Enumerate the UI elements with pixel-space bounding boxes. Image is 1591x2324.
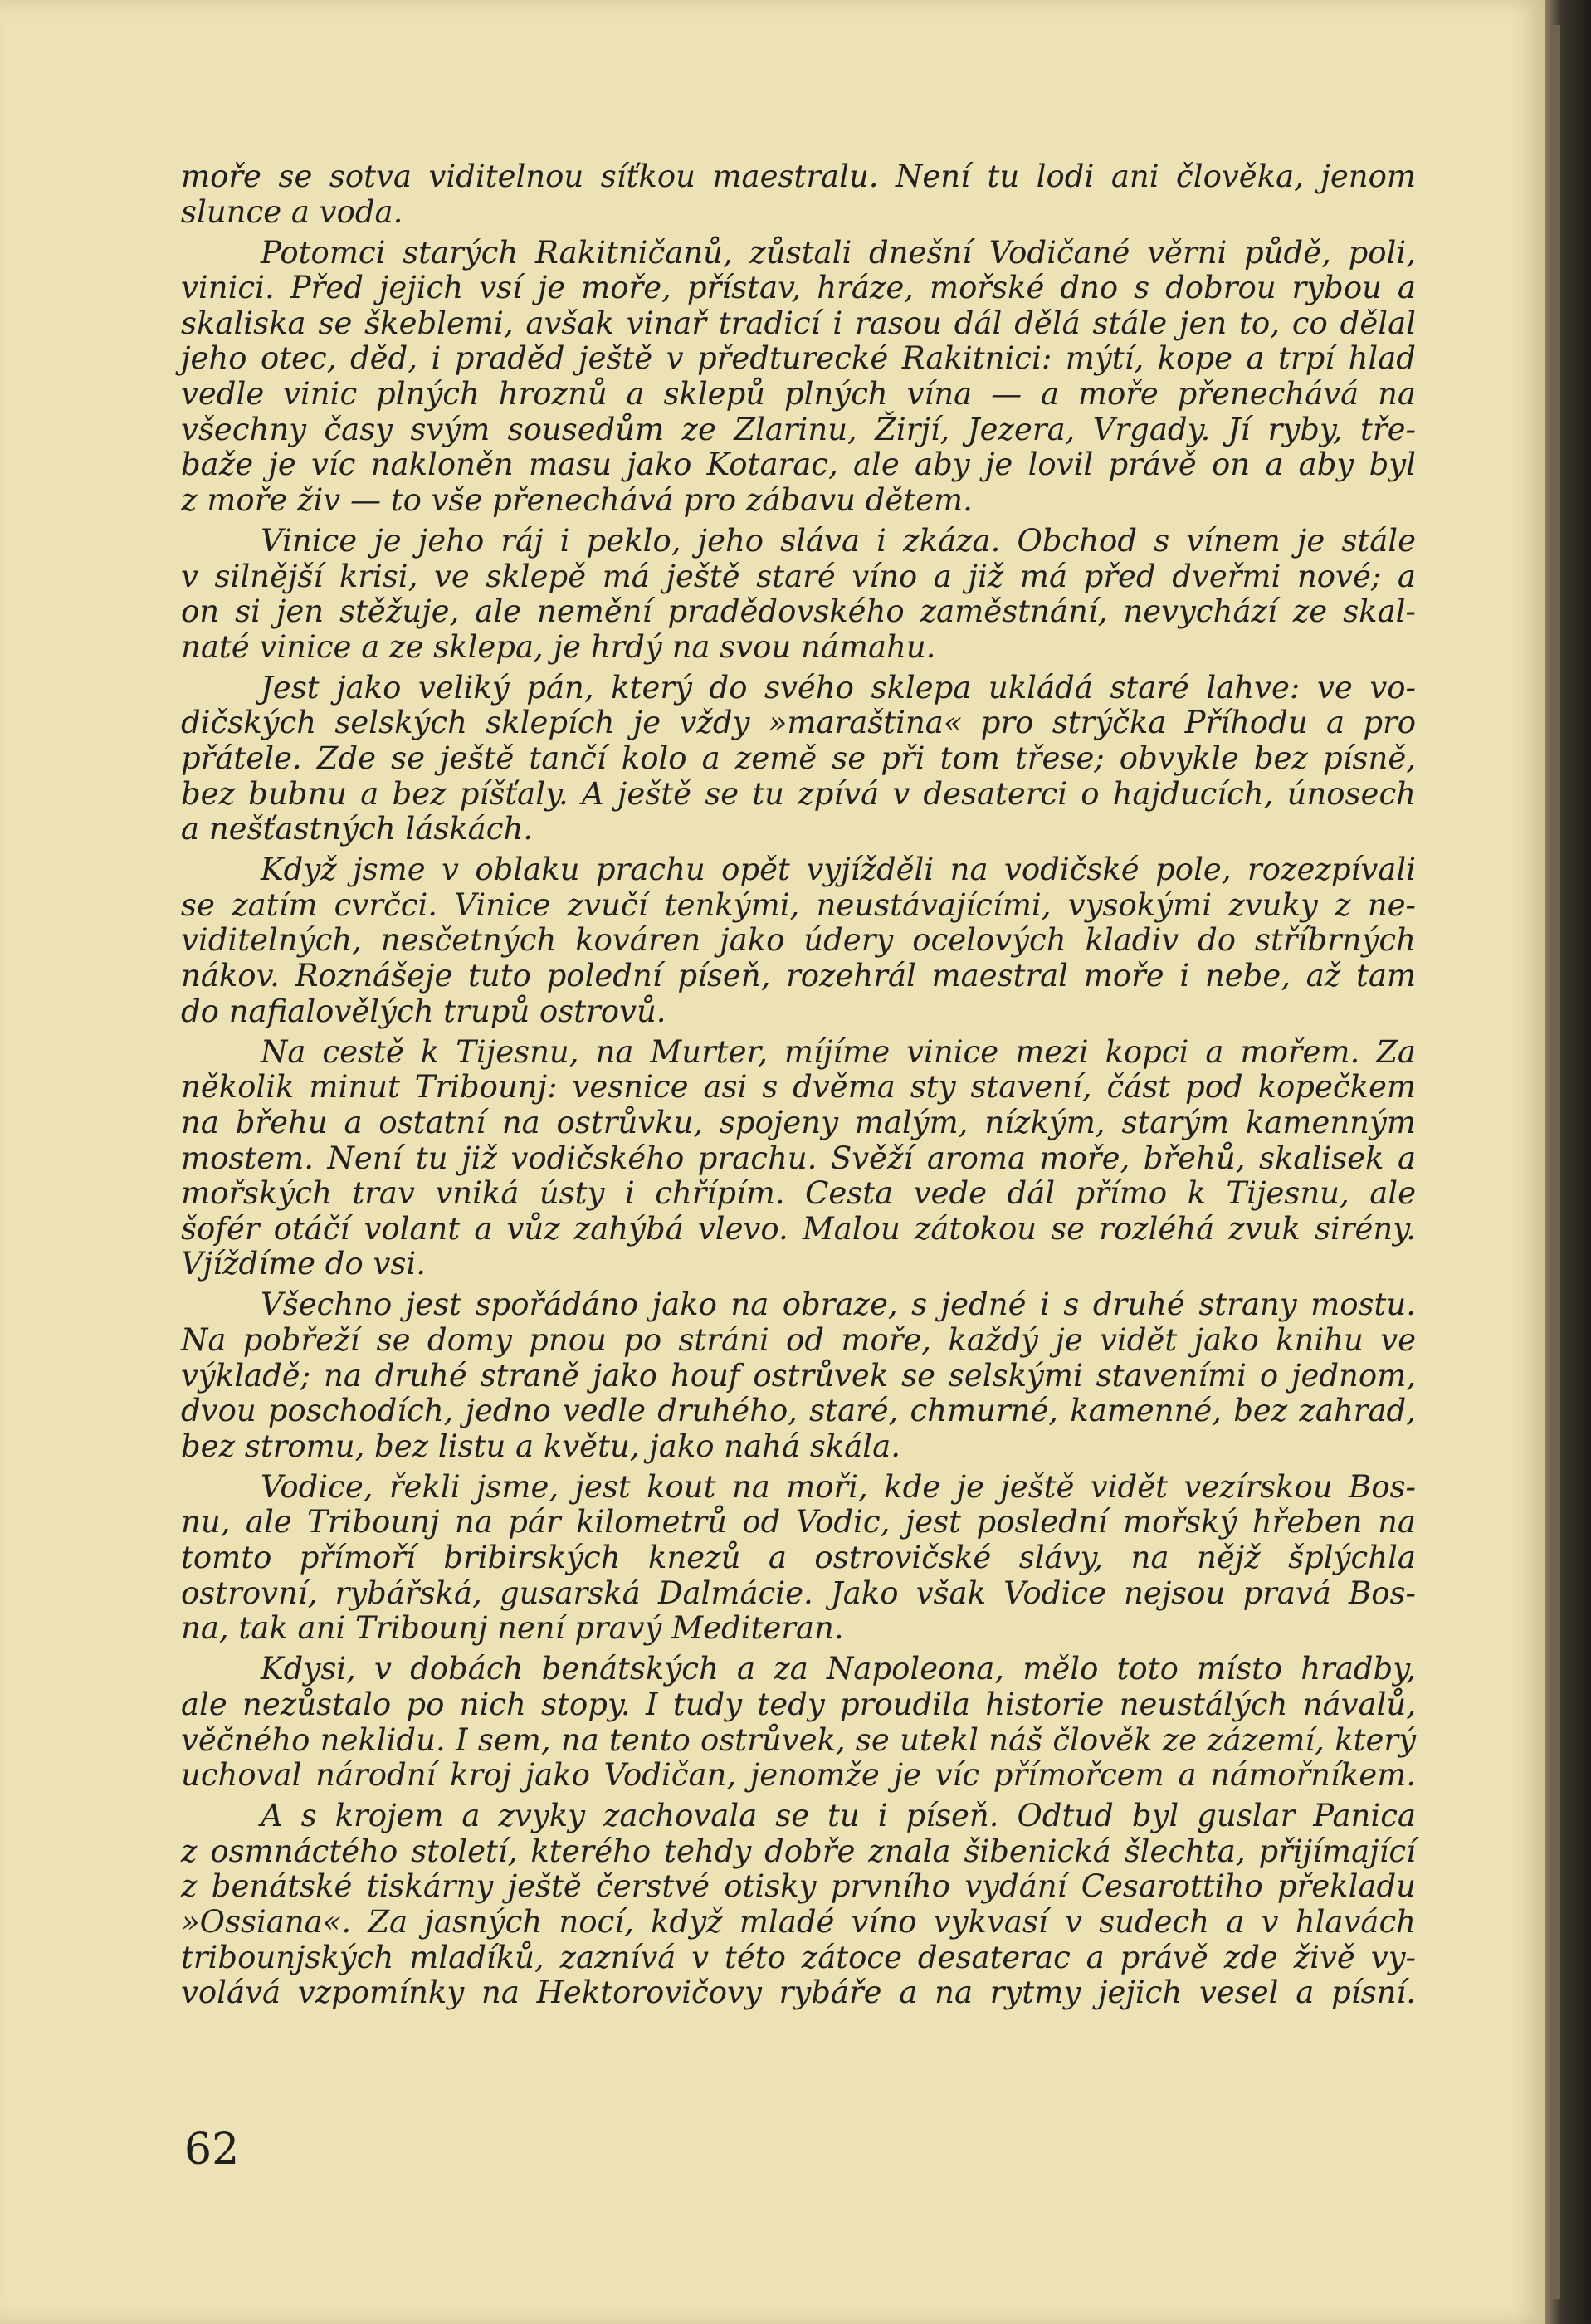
text-line: věčného neklidu. I sem, na tento ostrůvek, se utekl náš člověk ze zázemí, který [181,1721,1416,1758]
paragraph-7 [181,1287,1416,1464]
paragraph-9 [181,1652,1416,1793]
paragraph-4 [181,671,1416,847]
text-line: bez stromu, bez listu a květu, jako nahá skála. [181,1428,900,1464]
paragraph-3 [181,524,1416,665]
text-line: z osmnáctého století, kterého tehdy dobře znala šibenická šlechta, přijímající [181,1833,1416,1869]
text-line: Vodice, řekli jsme, jest kout na moři, kde je ještě vidět vezírskou Bos- [261,1468,1416,1505]
body-text [181,159,1416,2016]
text-line: slunce a voda. [181,193,403,230]
text-line: tomto přímoří bribirských knezů a ostrovičské slávy, na nějž šplýchla [181,1540,1416,1576]
text-line: z moře živ — to vše přenechává pro zábavu dětem. [181,481,973,518]
page-number: 62 [184,2125,240,2175]
text-line: přátele. Zde se ještě tančí kolo a země se při tom třese; obvykle bez písně, [181,740,1416,776]
text-line: mostem. Není tu již vodičského prachu. Svěží aroma moře, břehů, skalisek a [181,1140,1416,1176]
text-line: Na cestě k Tijesnu, na Murter, míjíme vinice mezi kopci a mořem. Za [261,1033,1416,1070]
text-line: na, tak ani Tribounj není pravý Mediteran. [181,1610,844,1647]
paragraph-5 [181,852,1416,1029]
text-line: skaliska se škeblemi, avšak vinař tradicí i rasou dál dělá stále jen to, co dělal [181,305,1416,341]
text-line: a nešťastných láskách. [181,811,534,847]
text-line: vinici. Před jejich vsí je moře, přístav, hráze, mořské dno s dobrou rybou a [181,270,1416,306]
text-line: nákov. Roznášeje tuto polední píseň, rozehrál maestral moře i nebe, až tam [181,958,1416,994]
text-line: Když jsme v oblaku prachu opět vyjížděli na vodičské pole, rozezpívali [261,852,1416,888]
text-line: do nafialovělých trupů ostrovů. [181,993,666,1029]
text-line: jeho otec, děd, i praděd ještě v předturecké Rakitnici: mýtí, kope a trpí hlad [181,340,1416,377]
text-line: »Ossiana«. Za jasných nocí, když mladé víno vykvasí v sudech a v hlavách [181,1904,1416,1940]
text-line: ale nezůstalo po nich stopy. I tudy tedy proudila historie neustálých návalů, [181,1686,1416,1722]
text-line: na břehu a ostatní na ostrůvku, spojeny malým, nízkým, starým kamenným [181,1104,1416,1140]
text-line: několik minut Tribounj: vesnice asi s dvěma sty stavení, část pod kopečkem [181,1069,1416,1106]
text-line: baže je víc nakloněn masu jako Kotarac, ale aby je lovil právě on a aby byl [181,447,1416,483]
paragraph-6 [181,1035,1416,1282]
text-line: uchoval národní kroj jako Vodičan, jenomže je víc přímořcem a námořníkem. [181,1757,1416,1794]
text-line: tribounjských mladíků, zaznívá v této zátoce desaterac a právě zde živě vy- [181,1939,1416,1975]
paragraph-10 [181,1799,1416,2011]
text-line: Vjíždíme do vsi. [181,1246,426,1282]
text-line: viditelných, nesčetných kováren jako údery ocelových kladiv do stříbrných [181,922,1416,959]
paragraph-8 [181,1470,1416,1647]
text-line: moře se sotva viditelnou síťkou maestralu. Není tu lodi ani člověka, jenom [181,159,1416,194]
text-line: naté vinice a ze sklepa, je hrdý na svou námahu. [181,628,936,665]
text-line: on si jen stěžuje, ale nemění pradědovského zaměstnání, nevychází ze skal- [181,593,1416,630]
text-line: Jest jako veliký pán, který do svého sklepa ukládá staré lahve: ve vo- [261,669,1416,706]
text-line: se zatím cvrčci. Vinice zvučí tenkými, neustávajícími, vysokými zvuky z ne- [181,886,1416,923]
text-line: Všechno jest spořádáno jako na obraze, s jedné i s druhé strany mostu. [261,1286,1416,1323]
text-line: Vinice je jeho ráj i peklo, jeho sláva i zkáza. Obchod s vínem je stále [261,522,1416,559]
paragraph-2 [181,236,1416,519]
text-line: v silnější krisi, ve sklepě má ještě staré víno a již má před dveřmi nové; a [181,558,1416,594]
text-line: nu, ale Tribounj na pár kilometrů od Vodic, jest poslední mořský hřeben na [181,1504,1416,1540]
text-line: vedle vinic plných hroznů a sklepů plných vína — a moře přenechává na [181,376,1416,413]
text-line: všechny časy svým sousedům ze Zlarinu, Žirjí, Jezera, Vrgady. Jí ryby, tře- [181,411,1416,447]
book-spine-edge [1545,0,1591,2324]
text-line: ostrovní, rybářská, gusarská Dalmácie. Jako však Vodice nejsou pravá Bos- [181,1575,1416,1611]
text-line: Potomci starých Rakitničanů, zůstali dnešní Vodičané věrni půdě, poli, [261,234,1416,271]
text-line: výkladě; na druhé straně jako houf ostrůvek se selskými staveními o jednom, [181,1357,1416,1394]
text-line: A s krojem a zvyky zachovala se tu i píseň. Odtud byl guslar Panica [261,1798,1416,1834]
text-line: Kdysi, v dobách benátských a za Napoleona, mělo toto místo hradby, [261,1651,1416,1687]
text-line: volává vzpomínky na Hektorovičovy rybáře a na rytmy jejich vesel a písní. [181,1975,1416,2011]
text-line: šofér otáčí volant a vůz zahýbá vlevo. Malou zátokou se rozléhá zvuk sirény. [181,1210,1416,1247]
text-line: dičských selských sklepích je vždy »maraština« pro strýčka Příhodu a pro [181,705,1416,741]
text-line: mořských trav vniká ústy i chřípím. Cesta vede dál přímo k Tijesnu, ale [181,1175,1416,1212]
text-line: bez bubnu a bez píšťaly. A ještě se tu zpívá v desaterci o hajducích, únosech [181,775,1416,812]
text-line: dvou poschodích, jedno vedle druhého, staré, chmurné, kamenné, bez zahrad, [181,1393,1416,1429]
text-line: z benátské tiskárny ještě čerstvé otisky prvního vydání Cesarottiho překladu [181,1868,1416,1905]
text-line: Na pobřeží se domy pnou po stráni od moře, každý je vidět jako knihu ve [181,1322,1416,1358]
paragraph-1 [181,159,1416,230]
